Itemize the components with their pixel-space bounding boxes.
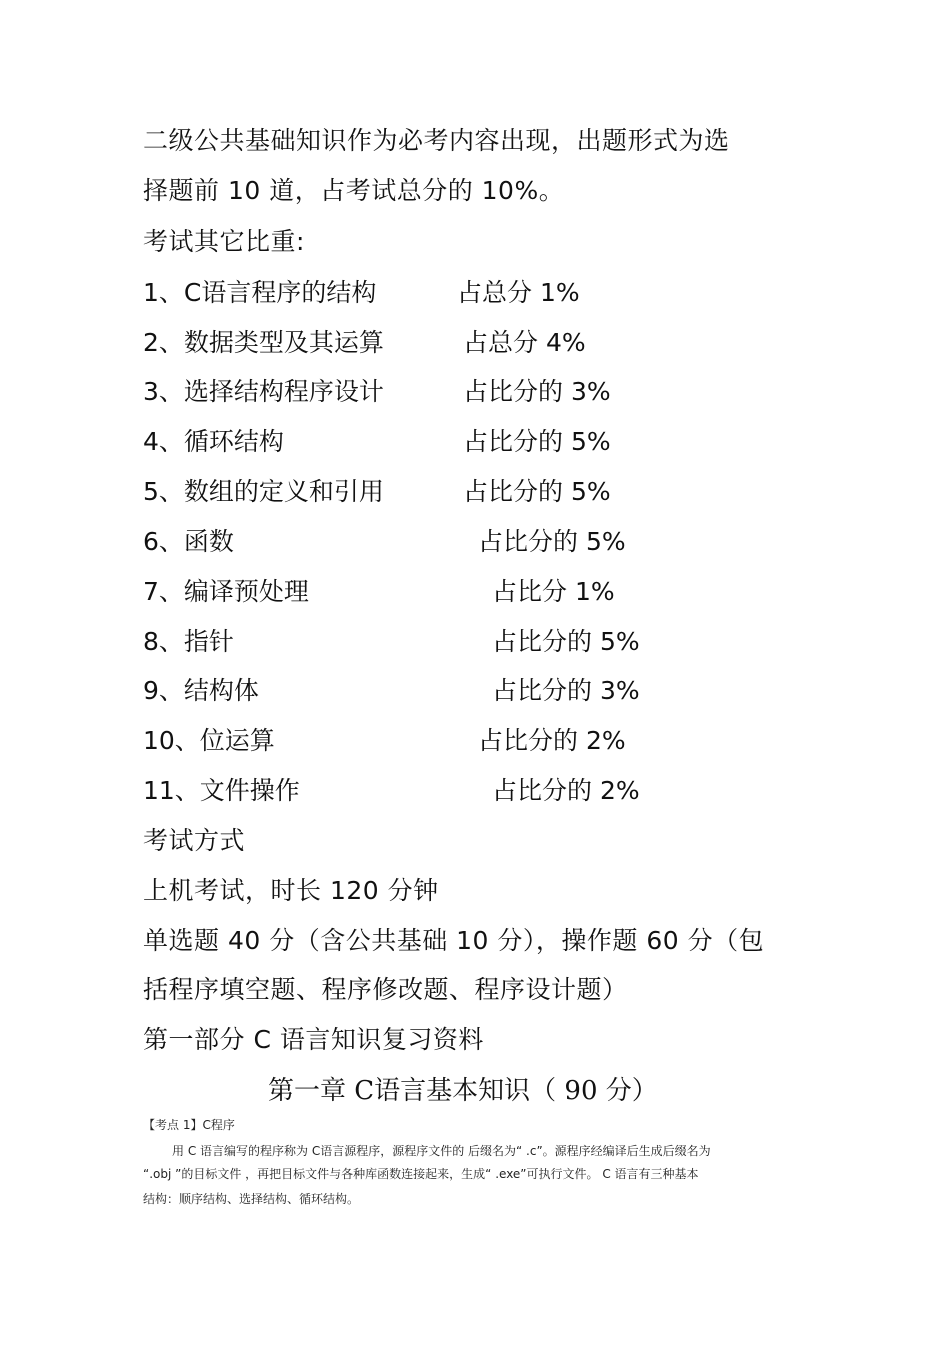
weight-item-value: 占比分的 5%	[463, 477, 611, 506]
weight-item-value: 占比分的 2%	[478, 726, 626, 755]
part-title: 第一部分 C 语言知识复习资料	[143, 1025, 484, 1054]
intro-line-3: 考试其它比重:	[143, 227, 305, 256]
exam-scoring-line-2: 括程序填空题、程序修改题、程序设计题）	[143, 975, 628, 1004]
point-tag: 【考点 1】C程序	[143, 1118, 235, 1132]
weight-item-label: 8、指针	[143, 627, 234, 656]
weight-item-label: 6、函数	[143, 527, 234, 556]
weight-item-value: 占总分 1%	[457, 278, 580, 307]
weight-item-value: 占比分的 5%	[463, 427, 611, 456]
chapter-title: 第一章 C语言基本知识（ 90 分）	[268, 1076, 658, 1106]
weight-item-label: 1、C语言程序的结构	[143, 278, 377, 307]
weight-item-label: 5、数组的定义和引用	[143, 477, 384, 506]
point-text-line-1: 用 C 语言编写的程序称为 C语言源程序，源程序文件的 后缀名为“ .c”。源程序经编译后生成后缀名为	[172, 1144, 711, 1158]
weight-item-label: 9、结构体	[143, 676, 259, 705]
exam-scoring-line-1: 单选题 40 分（含公共基础 10 分），操作题 60 分（包	[143, 926, 765, 955]
exam-heading: 考试方式	[143, 826, 246, 855]
weight-item-value: 占比分的 5%	[478, 527, 626, 556]
weight-item-label: 2、数据类型及其运算	[143, 328, 384, 357]
weight-item-value: 占比分的 3%	[463, 377, 611, 406]
weight-item-label: 3、选择结构程序设计	[143, 377, 384, 406]
weight-item-value: 占比分的 5%	[492, 627, 640, 656]
weight-item-label: 10、位运算	[143, 726, 275, 755]
exam-duration: 上机考试，时长 120 分钟	[143, 876, 439, 905]
weight-item-value: 占比分的 2%	[492, 776, 640, 805]
weight-item-value: 占比分 1%	[492, 577, 615, 606]
weight-item-label: 4、循环结构	[143, 427, 284, 456]
intro-line-2: 择题前 10 道，占考试总分的 10%。	[143, 176, 565, 205]
weight-item-value: 占总分 4%	[463, 328, 586, 357]
point-text-line-2: “.obj ”的目标文件 ，再把目标文件与各种库函数连接起来，生成“ .exe”可执行文件。 C 语言有三种基本	[143, 1167, 699, 1181]
intro-line-1: 二级公共基础知识作为必考内容出现，出题形式为选	[143, 126, 730, 155]
weight-item-value: 占比分的 3%	[492, 676, 640, 705]
weight-item-label: 11、文件操作	[143, 776, 300, 805]
weight-item-label: 7、编译预处理	[143, 577, 309, 606]
point-text-line-3: 结构：顺序结构、选择结构、循环结构。	[143, 1192, 360, 1206]
